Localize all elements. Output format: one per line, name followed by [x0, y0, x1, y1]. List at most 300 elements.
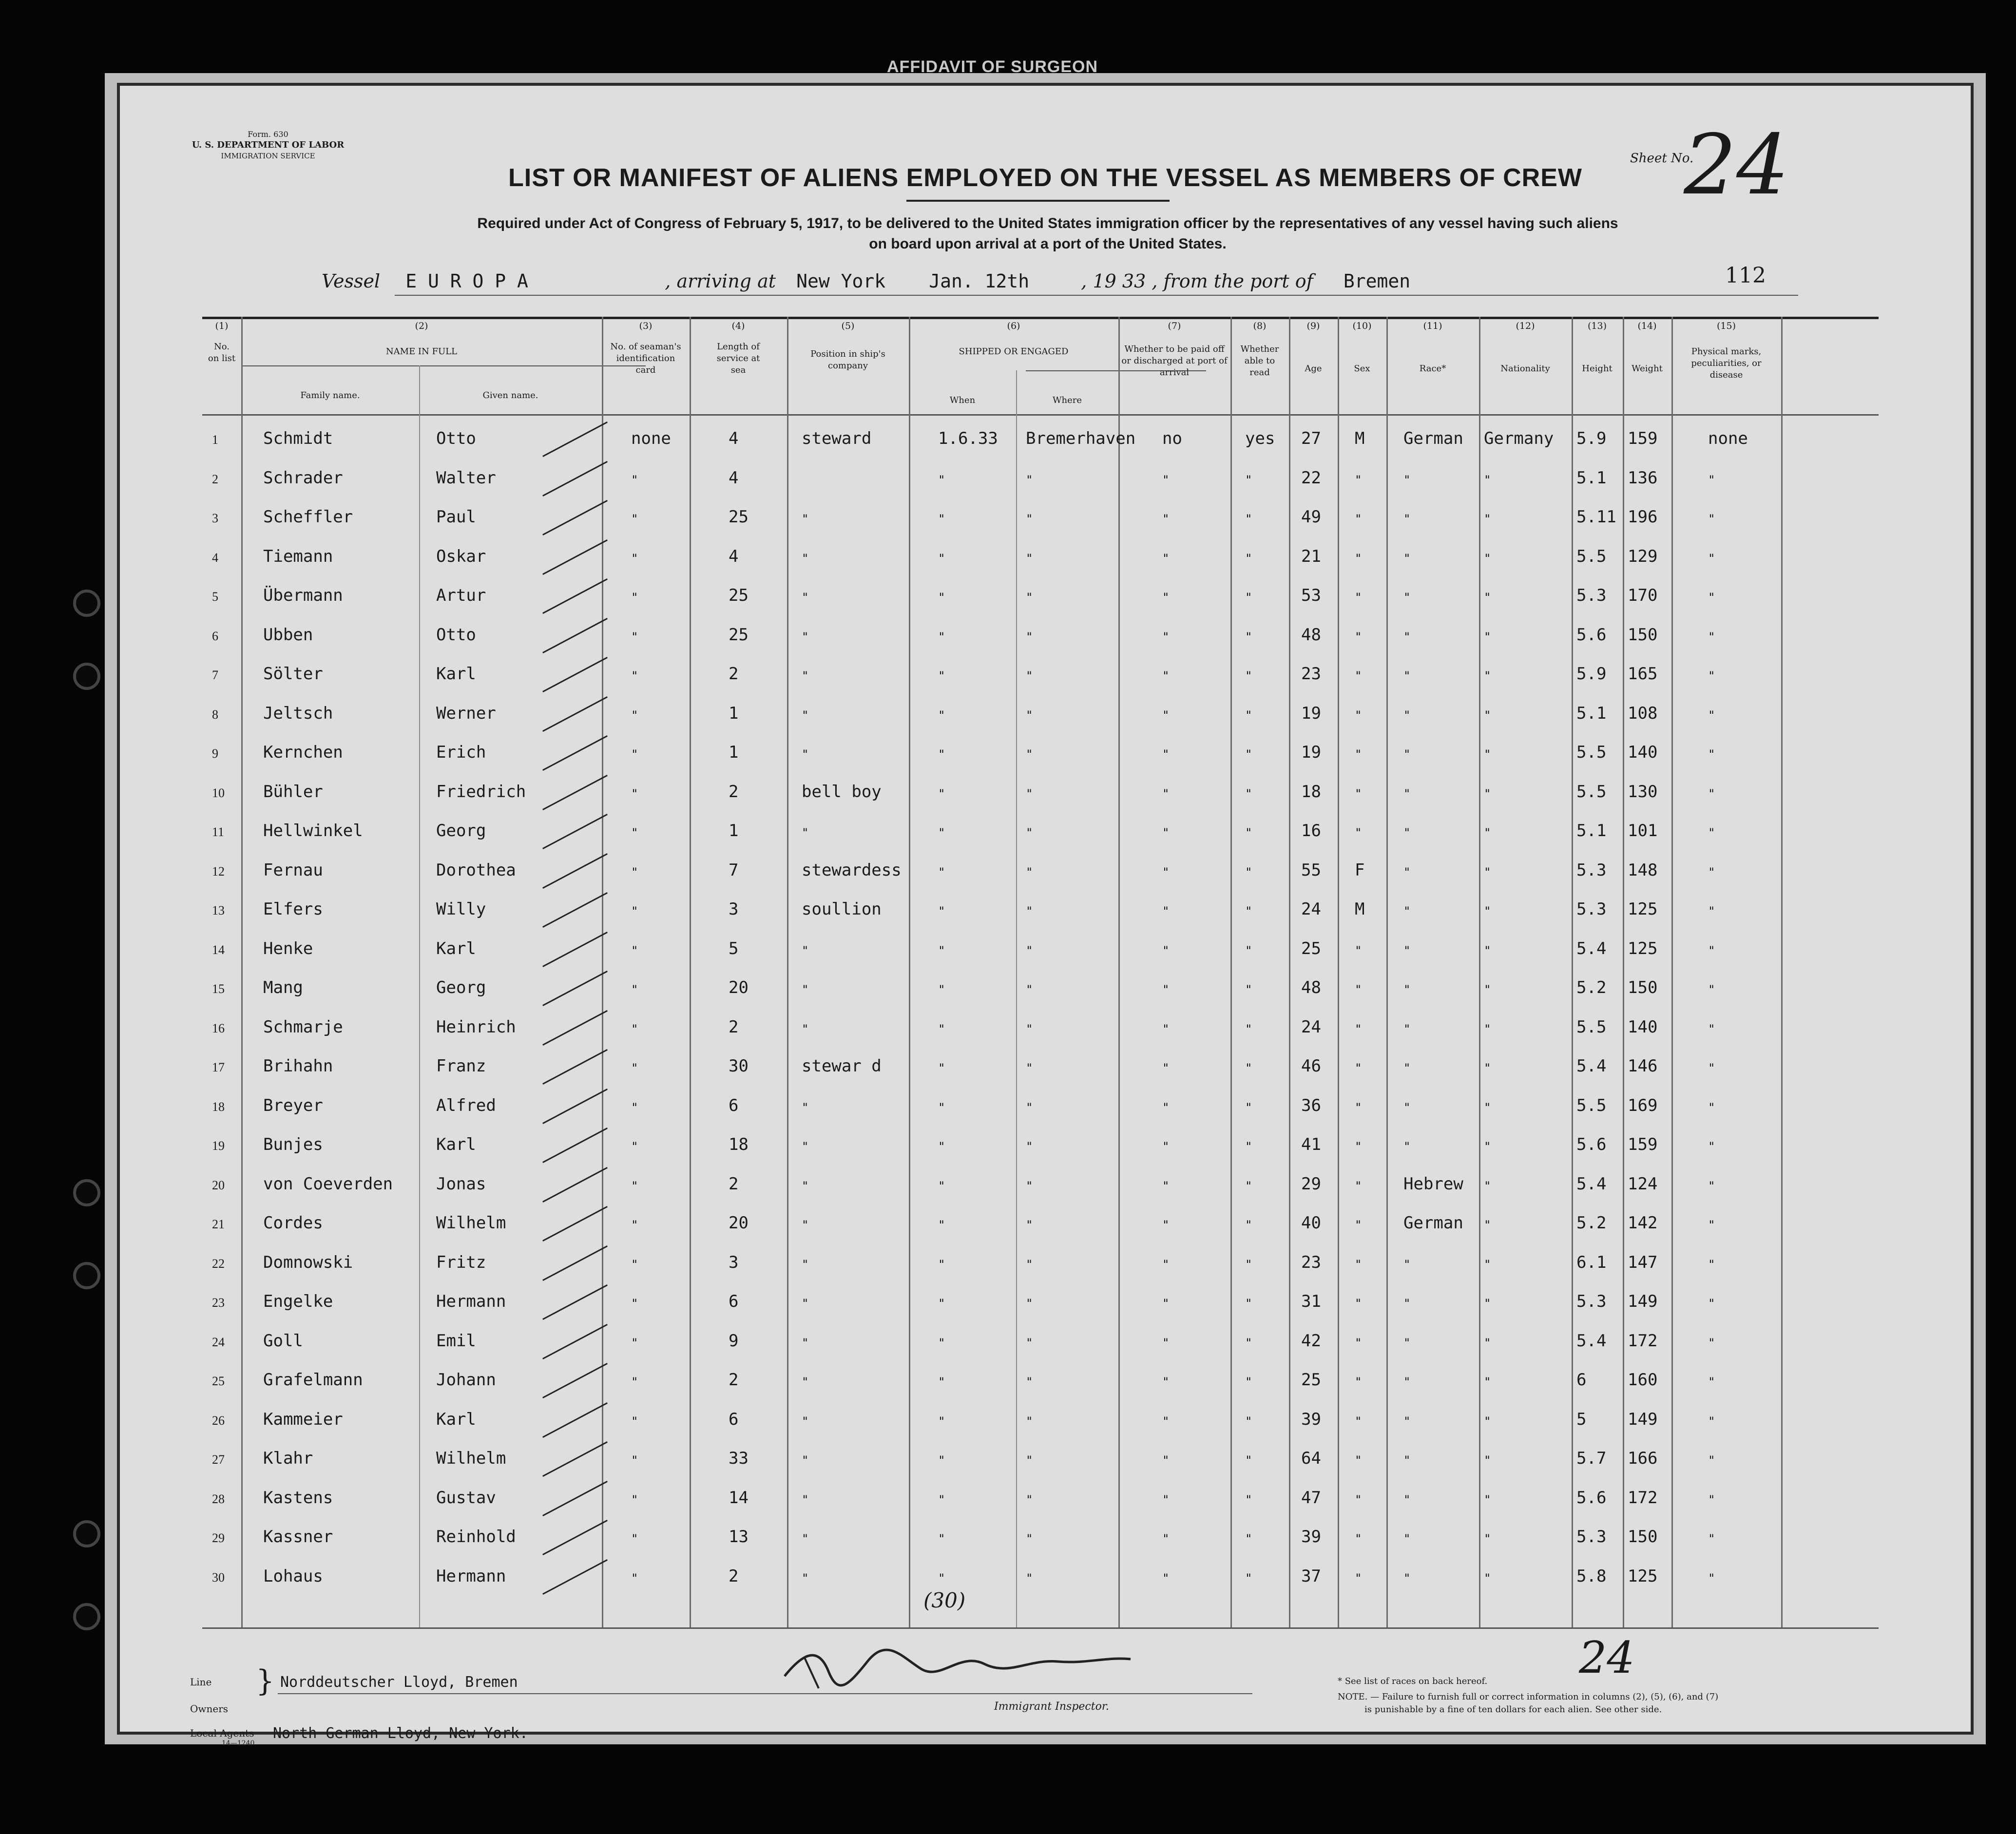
col-num-13: (13): [1587, 321, 1607, 331]
cell-race: ": [1403, 826, 1411, 840]
cell-race: German: [1403, 429, 1463, 448]
cell-able-to-read: ": [1245, 943, 1252, 957]
cell-service-length: 2: [729, 1370, 739, 1390]
cell-paid-off: ": [1162, 747, 1170, 761]
cell-physical-marks: ": [1708, 1140, 1715, 1153]
cell-shipped-where: ": [1026, 983, 1033, 996]
col-head-when: When: [949, 395, 976, 405]
table-row: [202, 1165, 1879, 1204]
cell-shipped-when: ": [938, 1257, 945, 1271]
cell-race: ": [1403, 983, 1411, 996]
cell-row-number: 30: [212, 1570, 225, 1585]
cell-row-number: 24: [212, 1335, 225, 1349]
cell-service-length: 6: [729, 1409, 739, 1429]
cell-age: 55: [1301, 860, 1321, 880]
cell-position: ": [802, 1453, 809, 1467]
cell-family-name: Bunjes: [263, 1135, 323, 1154]
cell-shipped-where: ": [1026, 1179, 1033, 1193]
cell-position: ": [802, 1022, 809, 1036]
cell-position: ": [802, 708, 809, 722]
cell-given-name: Oskar: [436, 546, 486, 566]
cell-race: ": [1403, 1257, 1411, 1271]
cell-race: ": [1403, 669, 1411, 683]
cell-height: 5.6: [1576, 1488, 1607, 1508]
cell-weight: 150: [1628, 978, 1658, 997]
cell-physical-marks: ": [1708, 1414, 1715, 1428]
cell-nationality: ": [1484, 786, 1491, 801]
cell-age: 42: [1301, 1331, 1321, 1351]
cell-height: 5.6: [1576, 625, 1607, 645]
cell-position: ": [802, 1571, 809, 1585]
cell-shipped-when: ": [938, 747, 945, 761]
cell-height: 5.5: [1576, 1095, 1607, 1115]
cell-shipped-where: ": [1026, 1532, 1033, 1546]
cell-position: steward: [802, 429, 872, 448]
manifest-sheet: [117, 83, 1974, 1747]
col-num-5: (5): [841, 321, 855, 331]
cell-weight: 196: [1628, 507, 1658, 527]
cell-given-name: Otto: [436, 429, 476, 448]
cell-paid-off: ": [1162, 1414, 1170, 1428]
cell-position: ": [802, 1492, 809, 1507]
cell-shipped-where: ": [1026, 591, 1033, 604]
cell-nationality: ": [1484, 708, 1491, 722]
cell-service-length: 25: [729, 507, 749, 527]
table-row: [202, 694, 1879, 733]
cell-position: ": [802, 512, 809, 526]
cell-row-number: 11: [212, 825, 225, 839]
sheet-number: 24: [1684, 117, 1789, 213]
cell-seaman-card: ": [631, 826, 638, 840]
col-head-weight: Weight: [1632, 363, 1663, 374]
cell-service-length: 2: [729, 782, 739, 802]
cell-weight: 159: [1628, 429, 1658, 448]
cell-physical-marks: ": [1708, 1218, 1715, 1232]
cell-position: ": [802, 669, 809, 683]
col-num-3: (3): [639, 321, 653, 331]
cell-height: 5.6: [1576, 1135, 1607, 1154]
cell-sex: ": [1355, 747, 1362, 761]
cell-row-number: 14: [212, 942, 225, 957]
table-row: [202, 733, 1879, 772]
cell-sex: M: [1355, 899, 1365, 919]
cell-shipped-when: ": [938, 983, 945, 996]
cell-shipped-where: ": [1026, 1140, 1033, 1153]
cell-age: 27: [1301, 429, 1321, 448]
table-row: [202, 772, 1879, 811]
cell-shipped-when: ": [938, 904, 945, 918]
cell-shipped-when: ": [938, 1414, 945, 1428]
col-head-race: Race*: [1419, 363, 1446, 374]
cell-service-length: 2: [729, 664, 739, 684]
cell-sex: M: [1355, 429, 1365, 448]
table-row: [202, 1439, 1879, 1478]
cell-height: 5.2: [1576, 1213, 1607, 1233]
sheet-number-label: Sheet No.: [1630, 151, 1694, 166]
check-stroke: [542, 1206, 608, 1242]
cell-row-number: 9: [212, 746, 218, 761]
cell-paid-off: ": [1162, 943, 1170, 957]
cell-shipped-when: ": [938, 591, 945, 604]
cell-physical-marks: ": [1708, 1453, 1715, 1467]
cell-seaman-card: ": [631, 1257, 638, 1271]
cell-shipped-when: ": [938, 943, 945, 957]
cell-shipped-when: ": [938, 865, 945, 879]
from-port-label: , from the port of: [1152, 270, 1313, 292]
cell-race: ": [1403, 591, 1411, 604]
col-head-paid-off: Whether to be paid off or discharged at port of arrival: [1121, 344, 1228, 378]
cell-age: 46: [1301, 1056, 1321, 1076]
cell-given-name: Willy: [436, 899, 486, 919]
cell-race: ": [1403, 512, 1411, 526]
table-row: [202, 1321, 1879, 1360]
check-stroke: [542, 539, 608, 574]
cell-shipped-where: ": [1026, 1257, 1033, 1271]
check-stroke: [542, 814, 608, 849]
cell-row-number: 22: [212, 1256, 225, 1271]
check-stroke: [542, 1323, 608, 1359]
cell-shipped-where: ": [1026, 473, 1033, 487]
cell-weight: 169: [1628, 1095, 1658, 1115]
cell-able-to-read: ": [1245, 1453, 1252, 1467]
cell-seaman-card: ": [631, 904, 638, 918]
cell-row-number: 5: [212, 590, 218, 604]
col-num-4: (4): [731, 321, 745, 331]
cell-able-to-read: ": [1245, 1532, 1252, 1546]
table-bottom-rule: [202, 1627, 1879, 1629]
table-row: [202, 890, 1879, 929]
cell-row-number: 17: [212, 1060, 225, 1074]
cell-paid-off: ": [1162, 512, 1170, 526]
corner-number: 24: [1579, 1632, 1635, 1683]
cell-physical-marks: ": [1708, 630, 1715, 644]
col-head-height: Height: [1582, 363, 1613, 374]
cell-age: 19: [1301, 703, 1321, 723]
cell-physical-marks: ": [1708, 983, 1715, 996]
col-num-2: (2): [415, 321, 428, 331]
cell-service-length: 6: [729, 1095, 739, 1115]
cell-height: 5.1: [1576, 821, 1607, 841]
check-stroke: [542, 696, 608, 731]
cell-given-name: Karl: [436, 664, 476, 684]
table-row: [202, 458, 1879, 497]
cell-row-number: 8: [212, 707, 218, 722]
cell-race: Hebrew: [1403, 1174, 1463, 1194]
cell-sex: ": [1355, 1061, 1362, 1075]
cell-sex: ": [1355, 1297, 1362, 1310]
cell-shipped-when: ": [938, 826, 945, 840]
cell-age: 48: [1301, 978, 1321, 997]
col-num-7: (7): [1168, 321, 1181, 331]
col-num-8: (8): [1253, 321, 1267, 331]
cell-service-length: 9: [729, 1331, 739, 1351]
cell-service-length: 4: [729, 546, 739, 566]
cell-row-number: 7: [212, 668, 218, 682]
cell-weight: 129: [1628, 546, 1658, 566]
cell-family-name: Schrader: [263, 468, 343, 488]
cell-able-to-read: ": [1245, 708, 1252, 722]
cell-sex: ": [1355, 1179, 1362, 1193]
cell-age: 25: [1301, 938, 1321, 958]
table-row: [202, 968, 1879, 1007]
cell-able-to-read: ": [1245, 904, 1252, 918]
cell-age: 23: [1301, 1252, 1321, 1272]
cell-position: ": [802, 826, 809, 840]
line-value: Norddeutscher Lloyd, Bremen: [280, 1674, 518, 1691]
check-stroke: [542, 1166, 608, 1202]
cell-able-to-read: ": [1245, 473, 1252, 487]
cell-able-to-read: ": [1245, 747, 1252, 761]
cell-given-name: Erich: [436, 743, 486, 762]
cell-able-to-read: ": [1245, 983, 1252, 996]
check-stroke: [542, 460, 608, 496]
cell-age: 40: [1301, 1213, 1321, 1233]
cell-service-length: 2: [729, 1017, 739, 1037]
cell-row-number: 25: [212, 1374, 225, 1388]
table-row: [202, 1282, 1879, 1321]
binder-hole: [73, 590, 100, 617]
cell-physical-marks: ": [1708, 1257, 1715, 1271]
cell-physical-marks: ": [1708, 1179, 1715, 1193]
table-top-rule: [202, 317, 1879, 319]
col-num-14: (14): [1637, 321, 1657, 331]
cell-given-name: Emil: [436, 1331, 476, 1351]
cell-sex: ": [1355, 669, 1362, 683]
cell-given-name: Georg: [436, 821, 486, 841]
cell-nationality: ": [1484, 1022, 1491, 1036]
cell-sex: ": [1355, 708, 1362, 722]
cell-given-name: Karl: [436, 1135, 476, 1154]
cell-paid-off: ": [1162, 1571, 1170, 1585]
cell-family-name: Domnowski: [263, 1252, 353, 1272]
department-label: U. S. DEPARTMENT OF LABOR: [192, 140, 345, 150]
cell-shipped-when: ": [938, 1140, 945, 1153]
cell-position: ": [802, 1179, 809, 1193]
cell-shipped-where: ": [1026, 1336, 1033, 1350]
cell-weight: 149: [1628, 1292, 1658, 1311]
cell-given-name: Paul: [436, 507, 476, 527]
signature-scrawl: [775, 1642, 1140, 1693]
cell-given-name: Artur: [436, 586, 486, 605]
cell-age: 23: [1301, 664, 1321, 684]
cell-shipped-when: ": [938, 630, 945, 644]
cell-position: ": [802, 943, 809, 957]
cell-physical-marks: ": [1708, 747, 1715, 761]
table-row: [202, 576, 1879, 615]
cell-position: ": [802, 1257, 809, 1271]
cell-seaman-card: ": [631, 1375, 638, 1389]
subtitle-line-1: Required under Act of Congress of February 5, 1917, to be delivered to the United States immigration officer by the representatives of any vessel having such aliens: [477, 215, 1618, 231]
col-num-12: (12): [1516, 321, 1535, 331]
check-stroke: [542, 617, 608, 653]
cell-shipped-when: ": [938, 473, 945, 487]
cell-physical-marks: ": [1708, 473, 1715, 487]
cell-given-name: Johann: [436, 1370, 496, 1390]
cell-shipped-where: ": [1026, 669, 1033, 683]
col-head-sex: Sex: [1354, 363, 1370, 374]
cell-physical-marks: ": [1708, 1100, 1715, 1114]
table-row: [202, 537, 1879, 576]
cell-nationality: ": [1484, 630, 1491, 644]
cell-row-number: 21: [212, 1217, 225, 1231]
cell-nationality: ": [1484, 1532, 1491, 1546]
cell-paid-off: ": [1162, 591, 1170, 604]
cell-shipped-where: ": [1026, 551, 1033, 565]
cell-position: ": [802, 1100, 809, 1114]
cell-given-name: Georg: [436, 978, 486, 997]
vessel-label: Vessel: [322, 270, 381, 292]
arriving-port: New York: [796, 270, 886, 292]
cell-shipped-where: ": [1026, 865, 1033, 879]
cell-nationality: ": [1484, 1218, 1491, 1232]
col-head-family: Family name.: [300, 390, 360, 401]
cell-paid-off: ": [1162, 1140, 1170, 1153]
cell-weight: 125: [1628, 938, 1658, 958]
cell-age: 41: [1301, 1135, 1321, 1154]
form-number: Form. 630: [248, 130, 288, 139]
cell-able-to-read: ": [1245, 551, 1252, 565]
cell-physical-marks: ": [1708, 1061, 1715, 1075]
table-row: [202, 1086, 1879, 1125]
cell-age: 49: [1301, 507, 1321, 527]
cell-race: ": [1403, 943, 1411, 957]
cell-age: 29: [1301, 1174, 1321, 1194]
cell-given-name: Karl: [436, 938, 476, 958]
cell-nationality: ": [1484, 904, 1491, 918]
cell-row-number: 28: [212, 1491, 225, 1506]
cell-race: ": [1403, 865, 1411, 879]
cell-nationality: ": [1484, 551, 1491, 565]
cell-paid-off: ": [1162, 1297, 1170, 1310]
cell-service-length: 25: [729, 625, 749, 645]
cell-position: ": [802, 591, 809, 604]
cell-given-name: Franz: [436, 1056, 486, 1076]
cell-nationality: ": [1484, 1571, 1491, 1585]
local-agents-label: Local Agents: [190, 1727, 254, 1739]
cell-seaman-card: ": [631, 630, 638, 644]
cell-shipped-when: ": [938, 786, 945, 801]
cell-paid-off: ": [1162, 473, 1170, 487]
cell-seaman-card: none: [631, 429, 671, 448]
cell-seaman-card: ": [631, 669, 638, 683]
table-row: [202, 497, 1879, 536]
cell-nationality: ": [1484, 1453, 1491, 1467]
cell-seaman-card: ": [631, 591, 638, 604]
cell-shipped-where: ": [1026, 630, 1033, 644]
cell-weight: 125: [1628, 1566, 1658, 1586]
cell-family-name: Elfers: [263, 899, 323, 919]
binder-hole: [73, 1262, 100, 1289]
cell-shipped-where: ": [1026, 512, 1033, 526]
cell-weight: 159: [1628, 1135, 1658, 1154]
agents-value: North German Lloyd, New York.: [273, 1725, 528, 1742]
cell-sex: ": [1355, 786, 1362, 801]
cell-height: 5.8: [1576, 1566, 1607, 1586]
cell-height: 5.4: [1576, 1174, 1607, 1194]
cell-given-name: Friedrich: [436, 782, 526, 802]
cell-height: 5.5: [1576, 743, 1607, 762]
cell-service-length: 4: [729, 468, 739, 488]
cell-family-name: von Coeverden: [263, 1174, 393, 1194]
cell-position: ": [802, 1336, 809, 1350]
cell-shipped-when: ": [938, 551, 945, 565]
table-row: [202, 1400, 1879, 1439]
form-block: [190, 129, 346, 161]
cell-shipped-when: ": [938, 1492, 945, 1507]
cell-race: ": [1403, 708, 1411, 722]
header-bottom-rule: [202, 414, 1879, 416]
cell-age: 18: [1301, 782, 1321, 802]
cell-service-length: 2: [729, 1174, 739, 1194]
cell-able-to-read: ": [1245, 1022, 1252, 1036]
cell-shipped-where: ": [1026, 1022, 1033, 1036]
cell-able-to-read: ": [1245, 669, 1252, 683]
cell-race: ": [1403, 630, 1411, 644]
cell-shipped-where: ": [1026, 1375, 1033, 1389]
col-head-where: Where: [1052, 395, 1082, 405]
page-number: 112: [1725, 263, 1766, 288]
cell-seaman-card: ": [631, 1100, 638, 1114]
cell-family-name: Kernchen: [263, 743, 343, 762]
cell-physical-marks: ": [1708, 1297, 1715, 1310]
cell-height: 5.5: [1576, 546, 1607, 566]
col-num-15: (15): [1716, 321, 1736, 331]
cell-paid-off: ": [1162, 1453, 1170, 1467]
form-code: 14—1240: [222, 1739, 255, 1747]
cell-family-name: Sölter: [263, 664, 323, 684]
table-row: [202, 811, 1879, 850]
cell-position: ": [802, 1140, 809, 1153]
cell-row-number: 2: [212, 472, 218, 486]
cell-paid-off: ": [1162, 1179, 1170, 1193]
cell-service-length: 20: [729, 978, 749, 997]
crew-total: (30): [923, 1588, 966, 1612]
subtitle-line-2: on board upon arrival at a port of the United States.: [869, 236, 1227, 252]
table-row: [202, 615, 1879, 654]
cell-race: German: [1403, 1213, 1463, 1233]
cell-sex: ": [1355, 1218, 1362, 1232]
cell-seaman-card: ": [631, 1336, 638, 1350]
cell-row-number: 13: [212, 903, 225, 917]
cell-service-length: 3: [729, 899, 739, 919]
cell-sex: ": [1355, 943, 1362, 957]
cell-physical-marks: ": [1708, 512, 1715, 526]
check-stroke: [542, 971, 608, 1006]
cell-seaman-card: ": [631, 1022, 638, 1036]
check-stroke: [542, 421, 608, 457]
cell-able-to-read: ": [1245, 826, 1252, 840]
cell-shipped-when: ": [938, 1453, 945, 1467]
cell-sex: ": [1355, 826, 1362, 840]
cell-able-to-read: yes: [1245, 429, 1275, 448]
cell-nationality: ": [1484, 1414, 1491, 1428]
cell-position: ": [802, 630, 809, 644]
cell-nationality: ": [1484, 473, 1491, 487]
cell-position: ": [802, 1218, 809, 1232]
cell-given-name: Wilhelm: [436, 1213, 506, 1233]
check-stroke: [542, 1559, 608, 1594]
col-num-10: (10): [1352, 321, 1372, 331]
cell-paid-off: ": [1162, 1492, 1170, 1507]
cell-family-name: Schmidt: [263, 429, 333, 448]
cell-row-number: 4: [212, 550, 218, 565]
year-prefix: , 19: [1081, 270, 1116, 292]
cell-sex: ": [1355, 630, 1362, 644]
cell-family-name: Klahr: [263, 1449, 313, 1468]
cell-height: 5.9: [1576, 429, 1607, 448]
cell-given-name: Hermann: [436, 1566, 506, 1586]
cell-height: 5.4: [1576, 1331, 1607, 1351]
